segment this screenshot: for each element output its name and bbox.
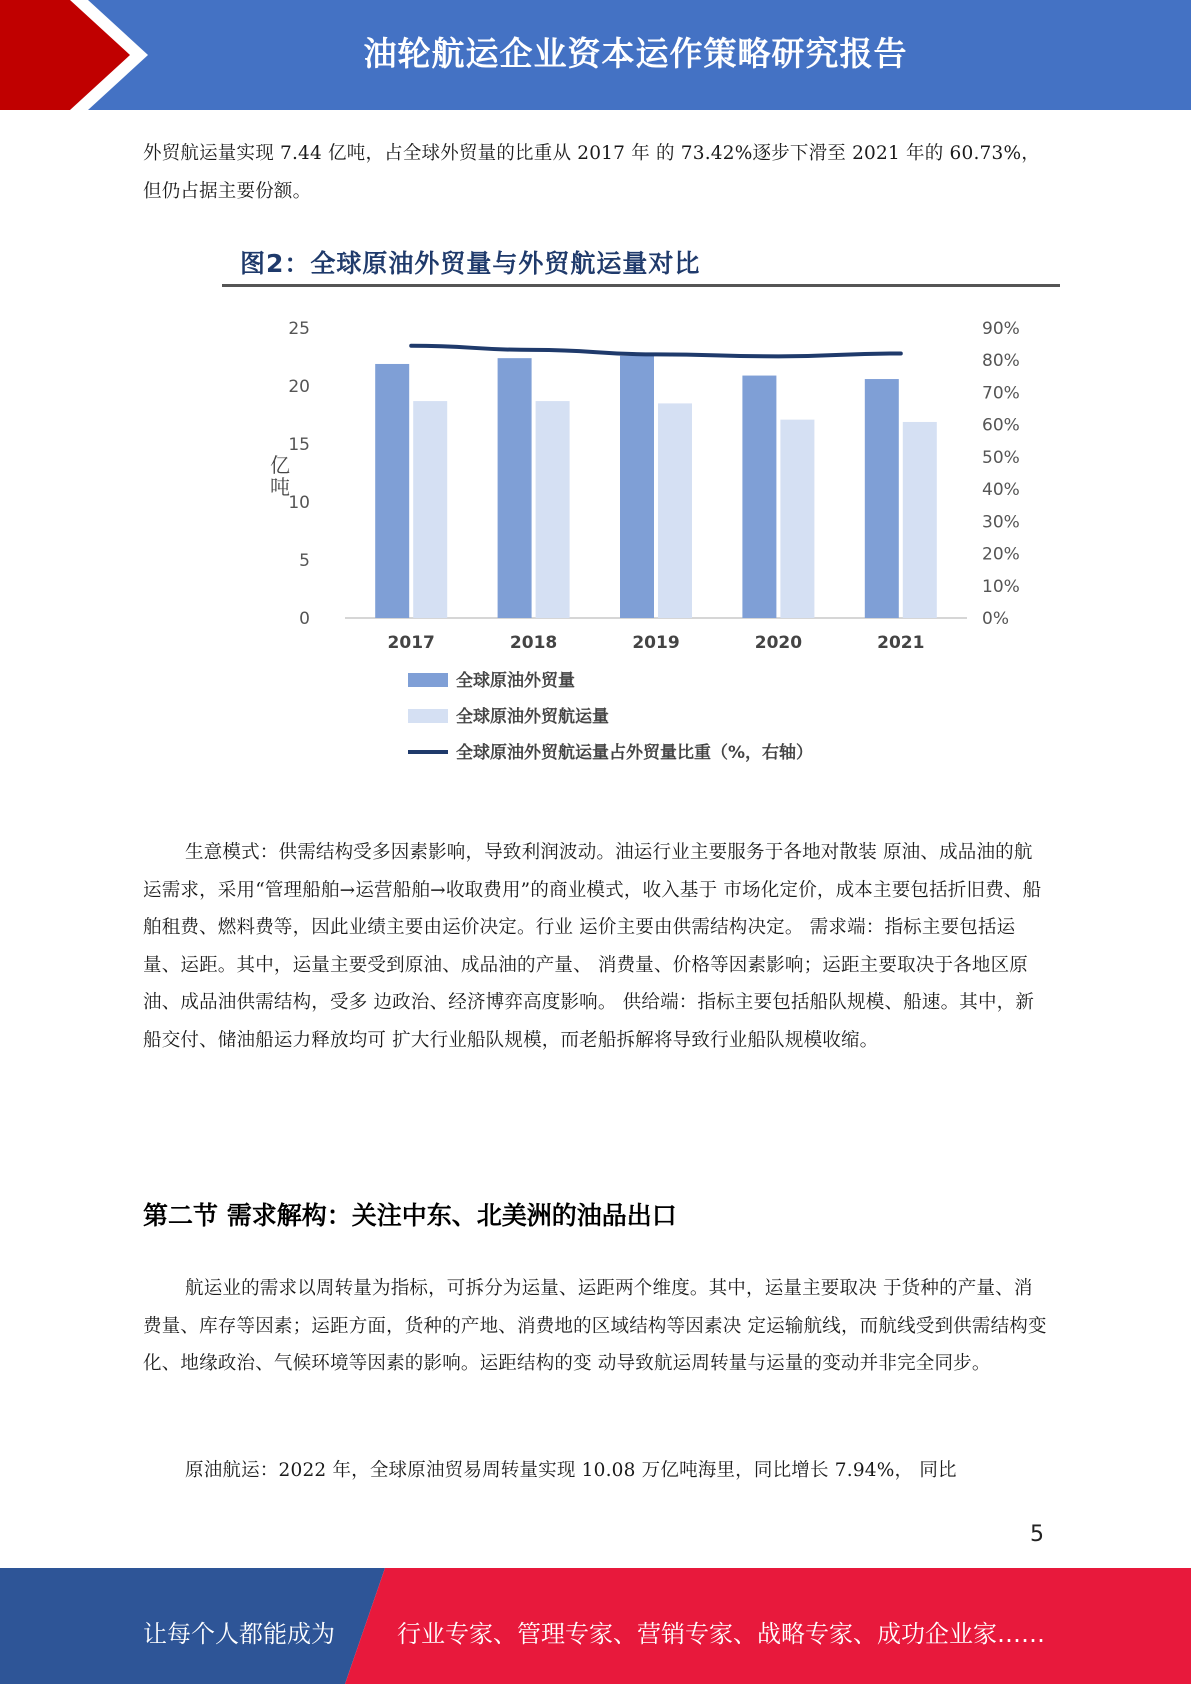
y-tick-label: 15 xyxy=(288,435,310,455)
bar-trade-volume-2019 xyxy=(620,356,654,618)
bar-shipping-volume-2021 xyxy=(903,422,937,618)
legend-label: 全球原油外贸量 xyxy=(456,671,575,691)
bar-shipping-volume-2020 xyxy=(780,420,814,618)
y-tick-label: 25 xyxy=(288,319,310,339)
bar-shipping-volume-2018 xyxy=(536,401,570,618)
figure-2 xyxy=(210,240,1090,785)
page-footer xyxy=(0,1568,1191,1684)
bar-trade-volume-2018 xyxy=(498,358,532,618)
y2-tick-label: 70% xyxy=(982,383,1020,404)
y2-tick-label: 10% xyxy=(982,576,1020,597)
legend-swatch-trade-volume xyxy=(408,673,448,687)
y2-tick-label: 90% xyxy=(982,319,1020,339)
x-tick-label: 2019 xyxy=(632,633,680,653)
line-share-ratio xyxy=(411,346,901,357)
bar-shipping-volume-2019 xyxy=(658,403,692,618)
demand-paragraph: 航运业的需求以周转量为指标，可拆分为运量、运距两个维度。其中，运量主要取决 于货种的产量、消费量、库存等因素；运距方面，货种的产地、消费地的区域结构等因素决 定运输航线，而航线受到供需结构变化、地缘政治、气候环境等因素的影响。运距结构的变 动导致航运周转量与运量的变动并非完全同步。 xyxy=(143,1278,1047,1374)
y-axis-label-char: 亿 xyxy=(270,453,290,477)
report-title: 油轮航运企业资本运作策略研究报告 xyxy=(363,34,908,73)
y2-tick-label: 20% xyxy=(982,544,1020,565)
intro-paragraph: 外贸航运量实现 7.44 亿吨，占全球外贸量的比重从 2017 年 的 73.42%逐步下滑至 2021 年的 60.73%，但仍占据主要份额。 xyxy=(143,143,1040,202)
bar-shipping-volume-2017 xyxy=(413,401,447,618)
footer-slogan-right: 行业专家、管理专家、营销专家、战略专家、成功企业家…… xyxy=(397,1620,1045,1648)
y-tick-label: 0 xyxy=(299,609,310,629)
x-tick-label: 2021 xyxy=(877,633,925,653)
figure-title-rule xyxy=(222,284,1060,287)
y-tick-label: 5 xyxy=(299,551,310,571)
x-tick-label: 2017 xyxy=(387,633,435,653)
y2-tick-label: 40% xyxy=(982,480,1020,501)
figure-title: 图2：全球原油外贸量与外贸航运量对比 xyxy=(240,249,701,278)
x-tick-label: 2018 xyxy=(509,633,558,653)
y2-tick-label: 60% xyxy=(982,415,1020,436)
y2-tick-label: 80% xyxy=(982,351,1020,372)
section-heading: 第二节 需求解构：关注中东、北美洲的油品出口 xyxy=(143,1201,677,1230)
bar-trade-volume-2020 xyxy=(742,376,776,618)
y-axis-label-char: 吨 xyxy=(270,475,290,499)
bar-trade-volume-2021 xyxy=(865,379,899,618)
y-tick-label: 10 xyxy=(288,493,310,513)
business-model-paragraph: 生意模式：供需结构受多因素影响，导致利润波动。油运行业主要服务于各地对散装 原油、成品油的航运需求，采用“管理船舶→运营船舶→收取费用”的商业模式，收入基于 市场化定价，成本主要包括折旧费、船舶租费、燃料费等，因此业绩主要由运价决定。行业 运价主要由供需结构决定。 需求端：指标主要包括运量、运距。其中，运量主要受到原油、成品油的产量、 消费量、价格等因素影响；运距主要取决于各地区原油、成品油供需结构，受多 边政治、经济博弈高度影响。 供给端：指标主要包括船队规模、船速。其中，新船交付、储油船运力释放均可 扩大行业船队规模，而老船拆解将导致行业船队规模收缩。 xyxy=(143,842,1042,1051)
page-header xyxy=(0,0,1191,110)
y2-tick-label: 30% xyxy=(982,512,1020,533)
legend-swatch-shipping-volume xyxy=(408,709,448,723)
y-tick-label: 20 xyxy=(288,377,310,397)
bar-trade-volume-2017 xyxy=(375,364,409,618)
legend-label: 全球原油外贸航运量占外贸量比重（%，右轴） xyxy=(456,743,814,763)
chart xyxy=(210,240,1090,785)
page-number: 5 xyxy=(1030,1522,1044,1547)
y2-tick-label: 0% xyxy=(982,609,1009,629)
x-tick-label: 2020 xyxy=(754,633,803,653)
y2-tick-label: 50% xyxy=(982,447,1020,468)
legend-label: 全球原油外贸航运量 xyxy=(456,707,609,727)
footer-slogan-left: 让每个人都能成为 xyxy=(143,1620,335,1648)
crude-shipping-paragraph: 原油航运：2022 年，全球原油贸易周转量实现 10.08 万亿吨海里，同比增长 7.94%， 同比 xyxy=(185,1460,957,1481)
